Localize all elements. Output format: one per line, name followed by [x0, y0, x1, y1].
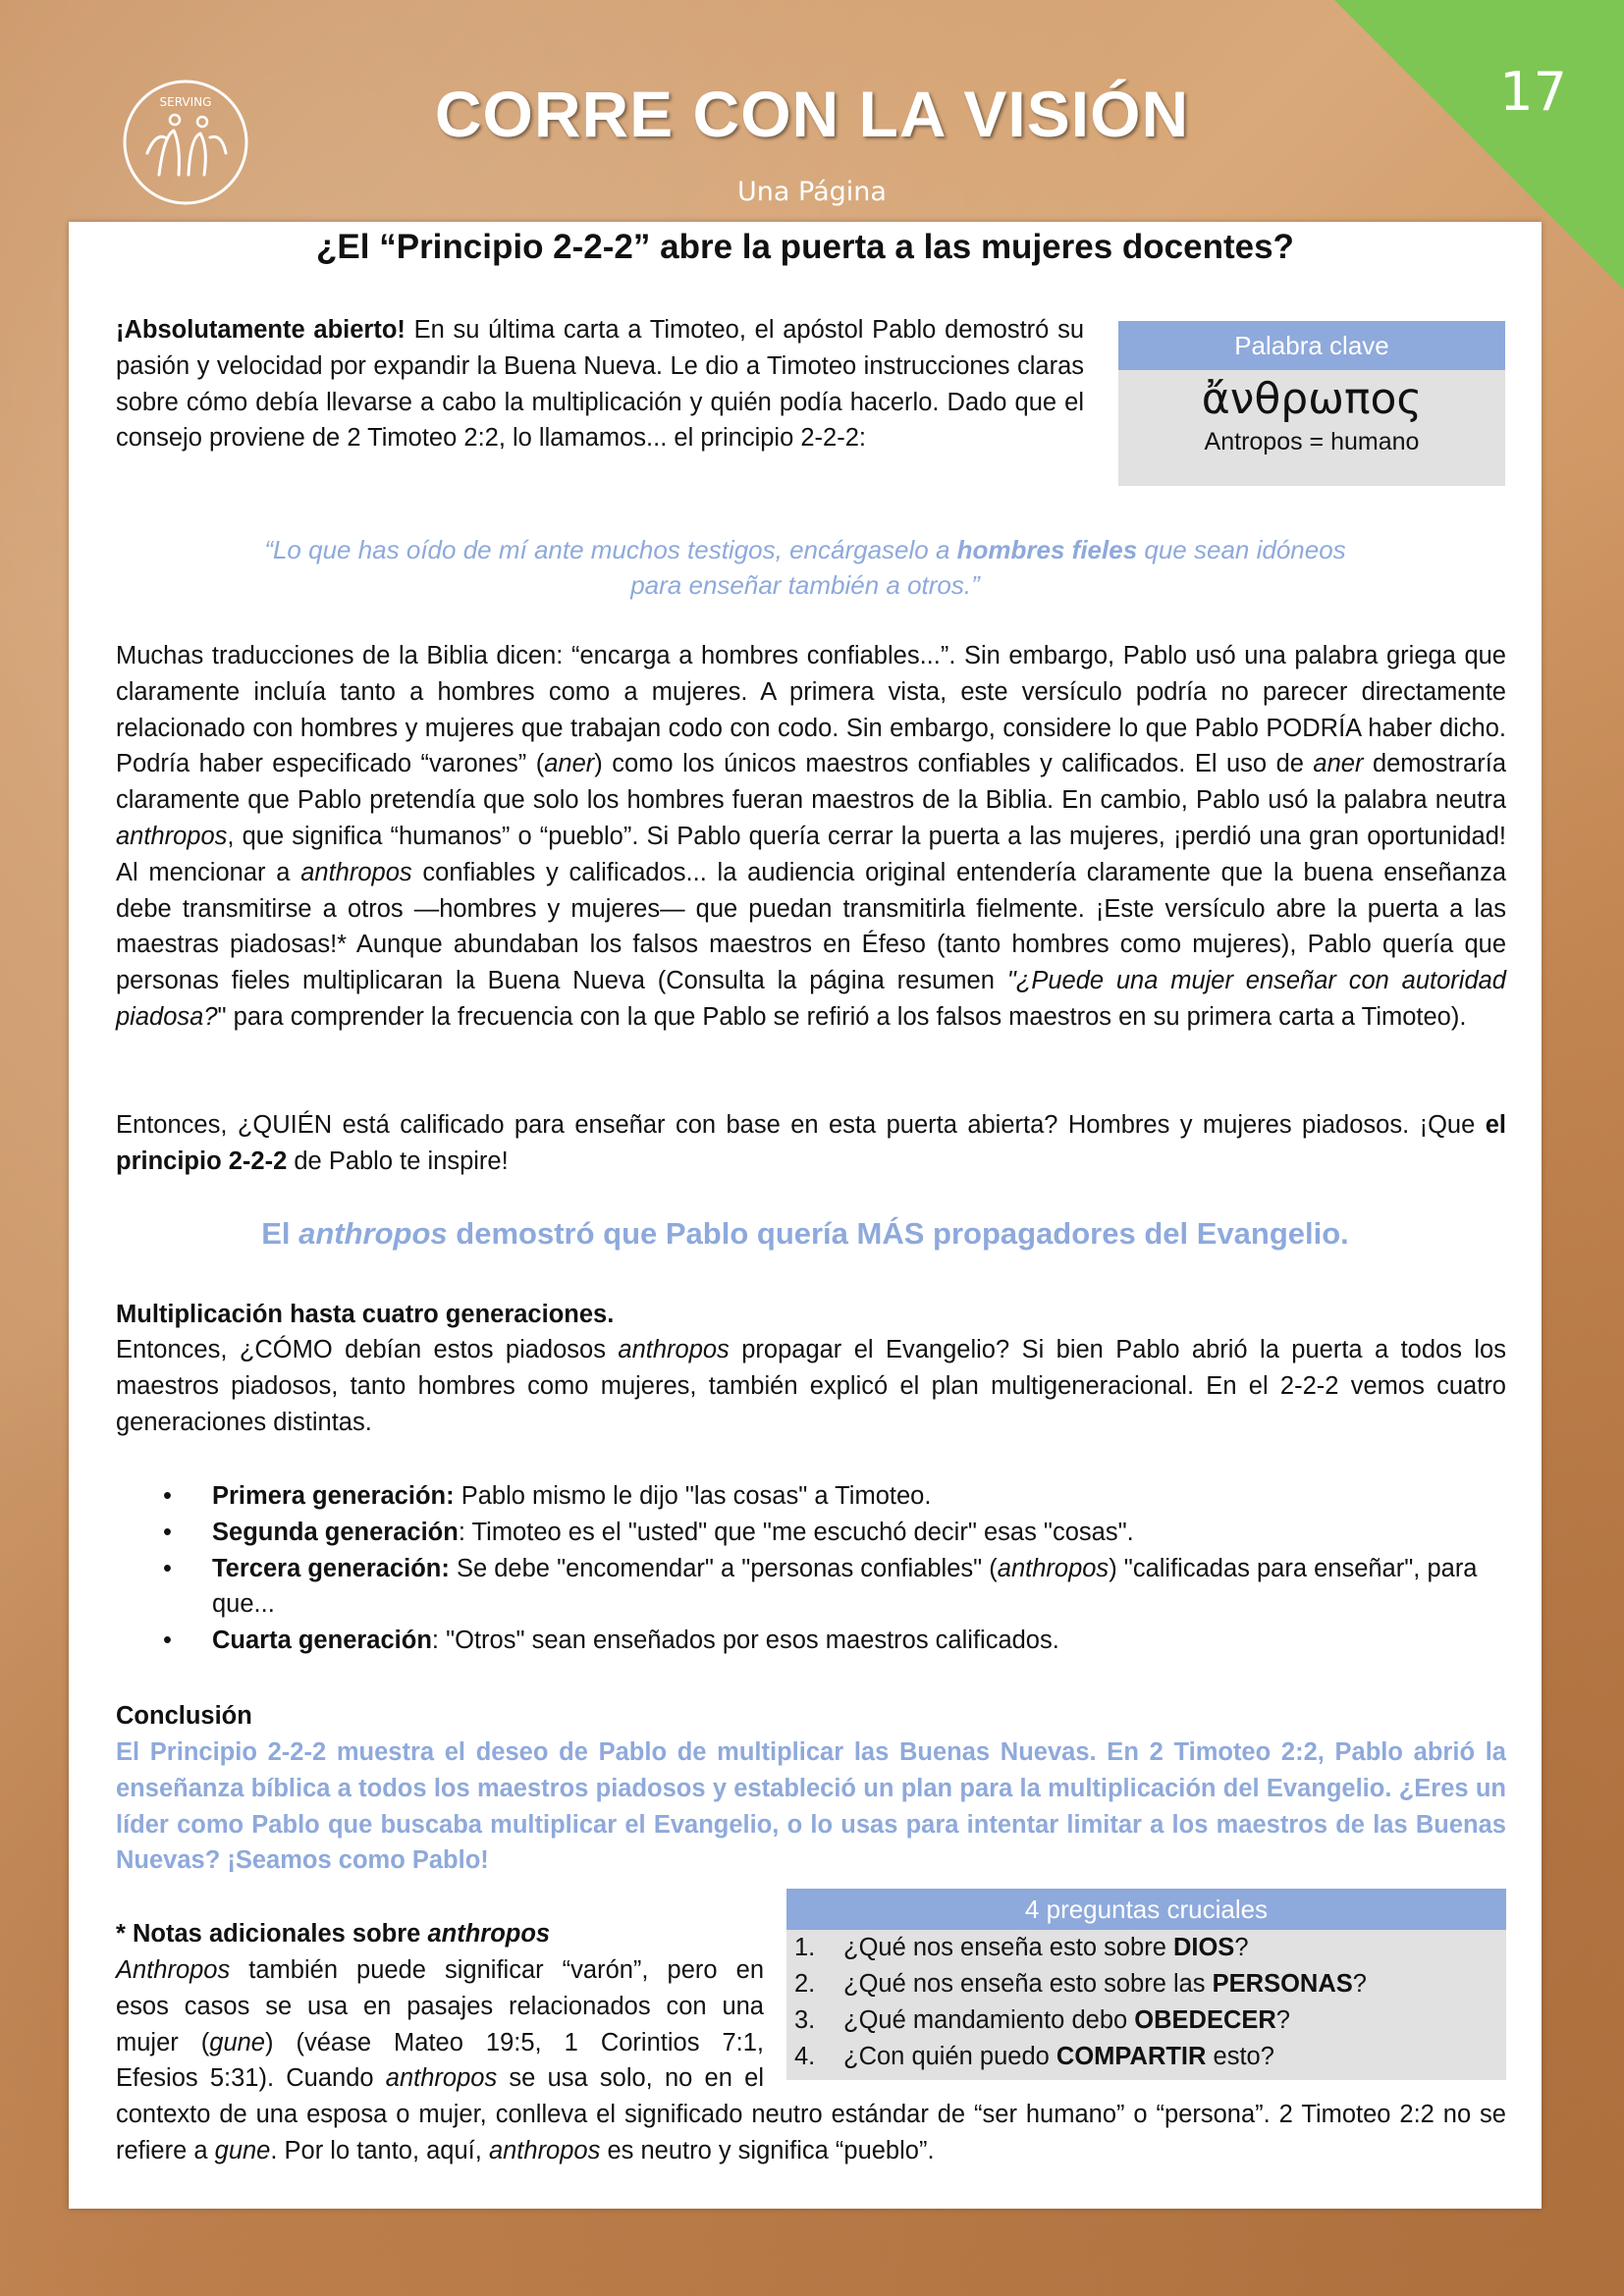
generation-item: • Primera generación: Pablo mismo le dijo "las cosas" a Timoteo.: [163, 1482, 932, 1510]
header-title: CORRE CON LA VISIÓN: [434, 78, 1190, 150]
page-number: 17: [1499, 61, 1567, 123]
notes-heading: * Notas adicionales sobre anthropos: [116, 1920, 551, 1948]
body-paragraph-3: Entonces, ¿QUIÉN está calificado para enseñar con base en esta puerta abierta? Hombres y mujeres piadosos. ¡Que el principio 2-2-2 de Pablo te inspire!: [116, 1111, 1506, 1175]
generation-item: • Segunda generación: Timoteo es el "usted" que "me escuchó decir" esas "cosas".: [163, 1518, 1134, 1546]
keyword-meaning: Antropos = humano: [1204, 428, 1420, 455]
questions-box: [786, 1889, 1506, 2080]
notes-paragraph-end: contexto de una esposa o mujer, conlleva el significado neutro estándar de “ser humano” o “persona”. 2 Timoteo 2:2 no se refiere a gune. Por lo tanto, aquí, anthropos es neutro y significa “pueblo”.: [116, 2101, 1506, 2164]
quote-emphasis: hombres fieles: [956, 535, 1138, 564]
questions-box-header: 4 preguntas cruciales: [786, 1889, 1506, 1930]
question-item: 1. ¿Qué nos enseña esto sobre DIOS?: [794, 1934, 1249, 1961]
body-paragraph-2: Muchas traducciones de la Biblia dicen: “encarga a hombres confiables...”. Sin embargo, Pablo usó una palabra griega que claramente incluía tanto a hombres como a mujeres. A primera vista, este versículo podría no parecer directamente relacionado con hombres y mujeres que trabajan codo con codo. Sin embargo, considere lo que Pablo PODRÍA haber dicho. Podría haber especificado “varones” (aner) como los únicos maestros confiables y calificados. El uso de aner demostraría claramente que Pablo pretendía que solo los hombres fueran maestros de la Biblia. En cambio, Pablo usó la palabra neutra anthropos, que significa “humanos” o “pueblo”. Si Pablo quería cerrar la puerta a las mujeres, ¡perdió una gran oportunidad! Al mencionar a anthropos confiables y calificados... la audiencia original entendería claramente que la buena enseñanza debe transmitirse a otros —hombres y mujeres— que puedan transmitirla fielmente. ¡Este versículo abre la puerta a las maestras piadosas!* Aunque abundaban los falsos maestros en Éfeso (tanto hombres como mujeres), Pablo quería que personas fieles multiplicaran la Buena Nueva (Consulta la página resumen "¿Puede una mujer enseñar con autoridad piadosa?" para comprender la frecuencia con la que Pablo se refirió a los falsos maestros en su primera carta a Timoteo).: [116, 642, 1507, 1031]
generations-list: [116, 1478, 1506, 1659]
notes-paragraph-start: Anthropos también puede significar “varón”, pero en esos casos se usa en pasajes relacionados con una mujer (gune) (véase Mateo 19:5, 1 Corintios 7:1, Efesios 5:31). Cuando anthropos se usa solo, no en el: [116, 1956, 764, 2093]
question-item: 3. ¿Qué mandamiento debo OBEDECER?: [794, 2006, 1290, 2034]
header-subtitle: Una Página: [737, 177, 887, 207]
keyword-box-header: Palabra clave: [1118, 321, 1505, 370]
multiplication-heading: Multiplicación hasta cuatro generaciones.: [116, 1301, 615, 1328]
keyword-greek-word: ἄνθρωπος: [1201, 374, 1423, 424]
svg-text:SERVING: SERVING: [159, 95, 212, 109]
multiplication-paragraph: Entonces, ¿CÓMO debían estos piadosos anthropos propagar el Evangelio? Si bien Pablo abrió la puerta a todos los maestros piadosos, tanto hombres como mujeres, también explicó el plan multigeneracional. En el 2-2-2 vemos cuatro generaciones distintas.: [116, 1336, 1506, 1436]
conclusion-heading: Conclusión: [116, 1702, 252, 1730]
question-item: 4. ¿Con quién puedo COMPARTIR esto?: [794, 2043, 1274, 2070]
generation-item: • Tercera generación: Se debe "encomendar" a "personas confiables" (anthropos) "calificadas para enseñar", para que...: [163, 1554, 1478, 1619]
highlight-statement: El anthropos demostró que Pablo quería MÁS propagadores del Evangelio.: [261, 1216, 1349, 1251]
intro-lead: ¡Absolutamente abierto!: [116, 316, 406, 344]
keyword-box: [1118, 321, 1505, 486]
question-item: 2. ¿Qué nos enseña esto sobre las PERSONAS?: [794, 1970, 1367, 1998]
generation-item: • Cuarta generación: "Otros" sean enseñados por esos maestros calificados.: [163, 1627, 1059, 1655]
document-title: ¿El “Principio 2-2-2” abre la puerta a las mujeres docentes?: [316, 228, 1294, 266]
conclusion-text: El Principio 2-2-2 muestra el deseo de Pablo de multiplicar las Buenas Nuevas. En 2 Timoteo 2:2, Pablo abrió la enseñanza bíblica a todos los maestros piadosos y estableció un plan para la multiplicación del Evangelio. ¿Eres un líder como Pablo que buscaba multiplicar el Evangelio, o lo usas para intentar limitar a los maestros de las Buenas Nuevas? ¡Seamos como Pablo!: [116, 1738, 1506, 1875]
scripture-quote: “Lo que has oído de mí ante muchos testigos, encárgaselo a hombres fieles que sean idóneos para enseñar también a otros.”: [264, 535, 1346, 600]
intro-text: En su última carta a Timoteo, el apóstol Pablo demostró su pasión y velocidad por expandir la Buena Nueva. Le dio a Timoteo instrucciones claras sobre cómo debía llevarse a cabo la multiplicación y quién podía hacerlo. Dado que el consejo proviene de 2 Timoteo 2:2, lo llamamos... el principio 2-2-2:: [116, 316, 1084, 453]
intro-paragraph: [116, 312, 1084, 456]
document-sheet: [69, 222, 1542, 2209]
